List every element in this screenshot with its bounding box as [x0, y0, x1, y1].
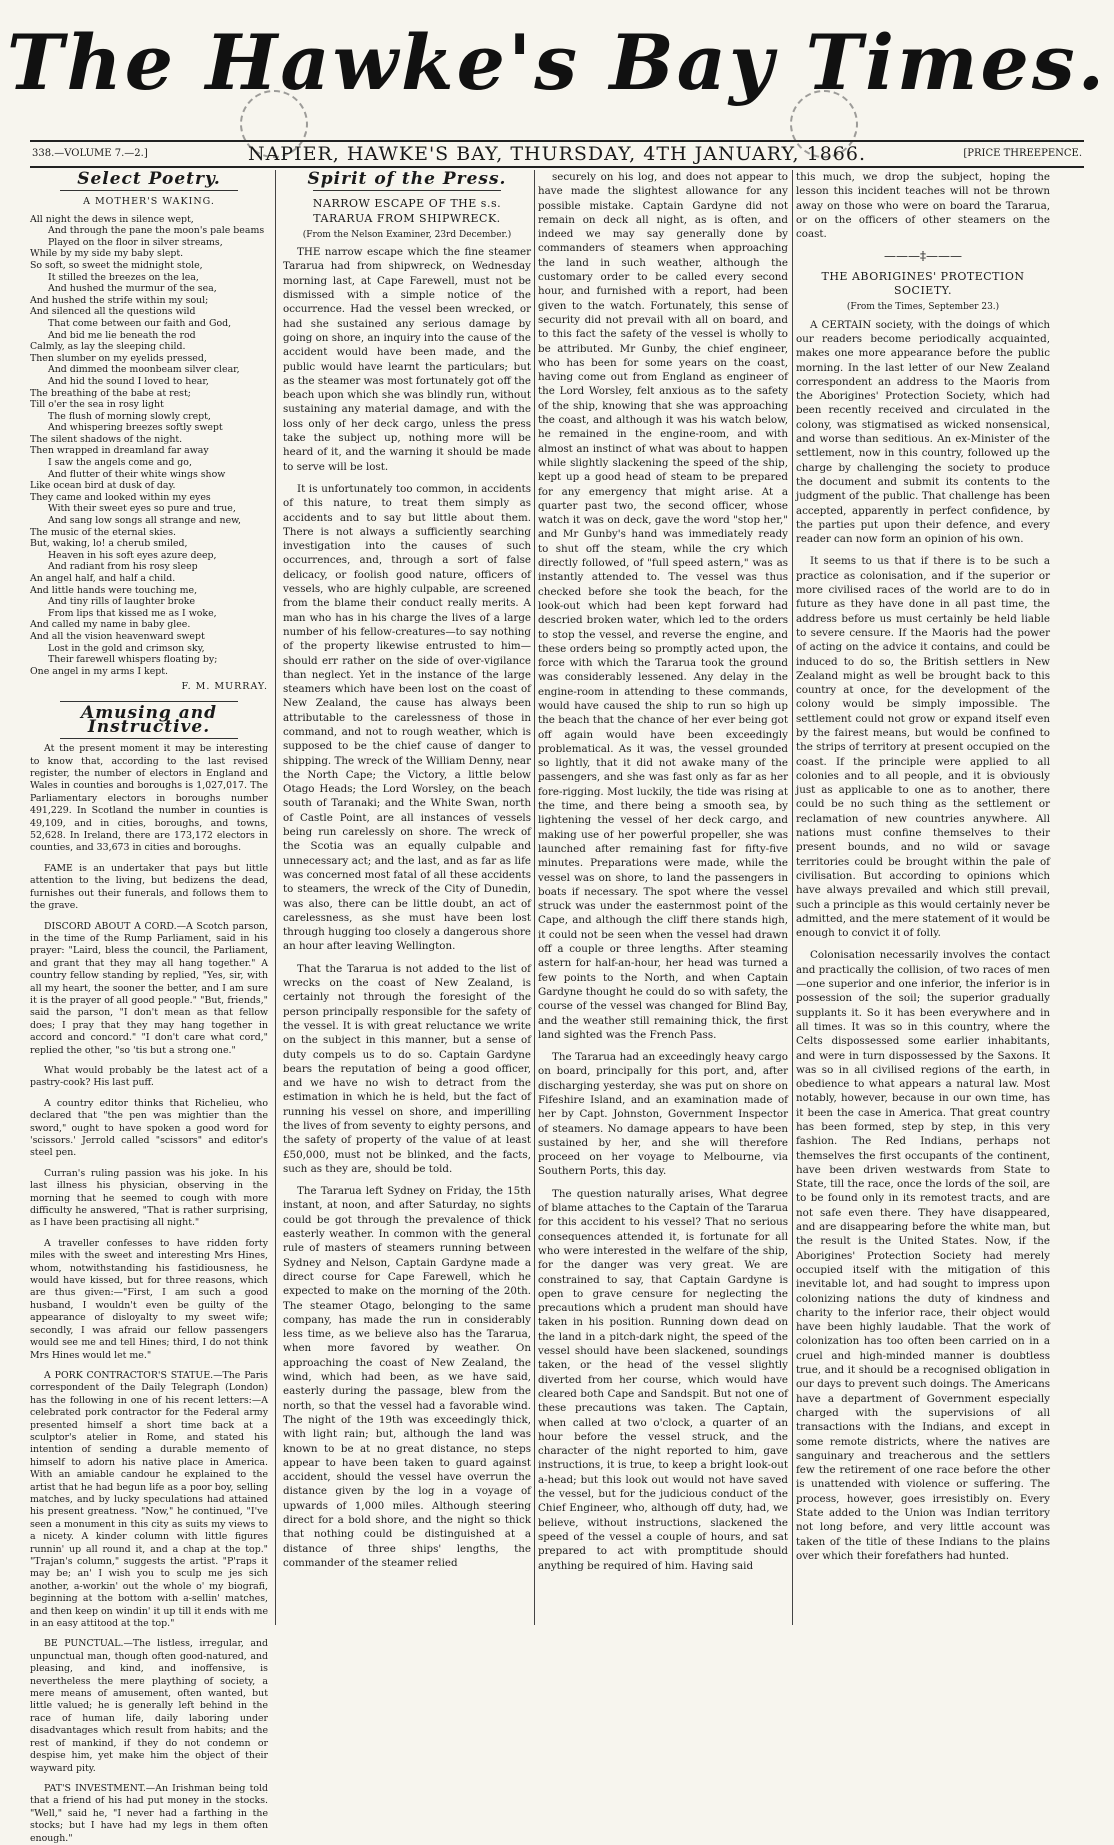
poem-line: Then slumber on my eyelids pressed, [30, 352, 207, 364]
dateline: NAPIER, HAWKE'S BAY, THURSDAY, 4TH JANUARY, 1866. [247, 143, 867, 165]
article-paragraph: The Tararua left Sydney on Friday, the 15th instant, at noon, and after Saturday, no sights could be got through the prevalence of thick easterly weather. In common with the general rule of masters of steamers running between Sydney and Nelson, Captain Gardyne made a direct course for Cape Farewell, which he expected to make on the morning of the 20th. The steamer Otago, belonging to the same company, has made the run in considerably less time, as we believe also has the Tararua, when more favored by weather. On approaching the coast of New Zealand, the wind, which had been, as we have said, easterly during the passage, blew from the north, so that the vessel had a favorable wind. The night of the 19th was exceedingly thick, with light rain; but, although the land was known to be at no great distance, no steps appear to have been taken to guard against accident, should the vessel have overrun the distance given by the log in a voyage of upwards of 1,000 miles. Although steering direct for a bold shore, and the night so thick that nothing could be distinguished at a distance of three ships' lengths, the commander of the steamer relied [283, 1185, 531, 1569]
section-heading-amusing: Amusing and Instructive. [81, 702, 217, 737]
article-paragraph: securely on his log, and does not appear to have made the slightest allowance for any possible mistake. Captain Gardyne did not remain on deck all night, as is often, and indeed we may say generally done by commanders of steamers when approaching the land in such weather, although the customary order to be called every second hour, and furnished with a report, had been given to the watch. Fortunately, this sense of security did not prevail with all on board, and to this fact the safety of the vessel is wholly to be attributed. Mr Gunby, the chief engineer, who has been for some years on the coast, having come out from England as engineer of the Lord Worsley, felt anxious as to the safety of the ship, knowing that she was approaching the coast, and although it was his watch below, he remained in the engine-room, and with almost an instinct of what was about to happen while slightly slackening the speed of the ship, kept up a good head of steam to be prepared for any emergency that might arise. At a quarter past two, the second officer, whose watch it was on deck, gave the word "stop her," and Mr Gunby's hand was immediately ready to shut off the steam, while the cry which directly followed, of "full speed astern," was as instantly attended to. The vessel was thus checked before she took the beach, for the look-out which had been kept forward had descried broken water, which led to the orders to stop the vessel, and reverse the engine, and these orders being so promptly acted upon, the force with which the Tararua took the ground was considerably lessened. Any delay in the engine-room in attending to these commands, would have caused the ship to run so high up the beach that the chance of her ever being got off again would have been exceedingly problematical. As it was, the vessel grounded so lightly, that it did not awake many of the passengers, and she was fast only as far as her fore-rigging. Most luckily, the tide was rising at the time, and there being a smooth sea, by lightening the vessel of her deck cargo, and making use of her powerful propeller, she was launched after remaining fast for fifty-five minutes. Preparations were made, while the vessel was on shore, to land the passengers in boats if necessary. The spot where the vessel struck was under the easternmost point of the Cape, and although the cliff there stands high, it could not be seen when the vessel had drawn off a couple or three lengths. After steaming astern for half-an-hour, her head was turned a few points to the North, and when Captain Gardyne thought he could do so with safety, the course of the vessel was changed for Blind Bay, and the weather still remaining thick, the first land sighted was the French Pass. [538, 171, 788, 1041]
article-paragraph: A traveller confesses to have ridden forty miles with the sweet and interesting Mrs Hines, whom, notwithstanding his fastidiousness, he would have kissed, but for three reasons, which are thus given:—"First, I am such a good husband, I wouldn't even be guilty of the appearance of disloyalty to my sweet wife; secondly, I was afraid our fellow passengers would see me and tell Hines; third, I do not think Mrs Hines would let me." [30, 1237, 268, 1361]
poem-line: And flutter of their white wings show [48, 468, 226, 480]
article-paragraph: FAME is an undertaker that pays but little attention to the living, but bedizens the dead, furnishes out their funerals, and follows them to the grave. [30, 862, 268, 912]
poem-line: And sang low songs all strange and new, [48, 515, 242, 527]
poem-line: Till o'er the sea in rosy light [30, 399, 164, 411]
column-2 [283, 170, 531, 1625]
article-paragraph: It seems to us that if there is to be such a practice as colonisation, and if the superior or more civilised races of the world are to do in future as they have done in all past time, the address before us must certainly be held liable to severe censure. If the Maoris had the power of acting on the advice it contains, and could be induced to do so, the British settlers in New Zealand might as well be brought back to this country at once, for the development of the colony would be simply impossible. The settlement could not grow or expand itself even by the fairest means, but would be confined to the strips of territory at present occupied on the coast. If the principle were applied to all colonies and to all people, and it is obviously just as applicable to one as to another, there could be no such thing as the settlement or reclamation of new countries anywhere. All nations must confine themselves to their present bounds, and no wild or savage territories could be brought within the pale of civilisation. But according to opinions which have always prevailed and which still prevail, such a principle as this would certainly never be admitted, and the mere statement of it would be enough to convict it of folly. [796, 555, 1050, 940]
poem [30, 214, 268, 678]
poem-line: Then wrapped in dreamland far away [30, 445, 209, 457]
article-paragraph: PAT'S INVESTMENT.—An Irishman being told that a friend of his had put money in the stocks. "Well," said he, "I never had a farthing in the stocks; but I have had my legs in them often enough." [30, 1782, 268, 1844]
article-paragraph: A CERTAIN society, with the doings of which our readers become periodically acquainted, makes one more appearance before the public morning. In the last letter of our New Zealand correspondent an address to the Maoris from the Aborigines' Protection Society, which had been recently received and circulated in the colony, was stigmatised as wicked nonsensical, and worse than seditious. An ex-Minister of the settlement, now in this country, followed up the charge by challenging the society to produce the document and submit its contents to the judgment of the public. That challenge has been accepted, apparently in perfect confidence, by the parties put upon their defence, and every reader can now form an opinion of his own. [796, 318, 1050, 546]
column-rule [534, 170, 535, 1625]
poem-line: And dimmed the moonbeam silver clear, [48, 364, 240, 376]
poem-line: And hushed the murmur of the sea, [48, 283, 217, 295]
poem-line: Heaven in his soft eyes azure deep, [48, 549, 217, 561]
volume-number: 338.—VOLUME 7.—2.] [32, 148, 148, 159]
article-paragraph: It is unfortunately too common, in accidents of this nature, to treat them simply as accidents and to say but little about them. There is not always a sufficiently searching investigation into the causes of such occurrences, and, through a sort of false delicacy, or foolish good nature, officers of vessels, who are highly culpable, are screened from the blame their conduct really merits. A man who has in his charge the lives of a large number of his fellow-creatures—to say nothing of the property likewise entrusted to him—should err rather on the side of over-vigilance than neglect. Yet in the instance of the large steamers which have been lost on the coast of New Zealand, the cause has always been attributable to the carelessness of those in command, and not to rough weather, which is supposed to be the chief cause of danger to shipping. The wreck of the William Denny, near the North Cape; the Victory, a little below Otago Heads; the Lord Worsley, on the beach south of Taranaki; and the White Swan, north of Castle Point, are all instances of vessels being run carelessly on shore. The wreck of the Scotia was an equally culpable and unnecessary act; and the last, and as far as life was concerned most fatal of all these accidents to steamers, the wreck of the City of Dunedin, was also, there can be little doubt, an act of carelessness, as she must have been lost through hugging too closely a dangerous shore an hour after leaving Wellington. [283, 482, 531, 953]
poem-line: But, waking, lo! a cherub smiled, [30, 538, 188, 550]
article-source: (From the Nelson Examiner, 23rd December.) [302, 229, 512, 240]
section-heading-press: Spirit of the Press. [307, 169, 507, 189]
column-3 [538, 170, 788, 1625]
masthead [0, 0, 1114, 130]
poem-line: The breathing of the babe at rest; [30, 387, 191, 399]
poem-line: And through the pane the moon's pale beams [48, 225, 265, 237]
poem-line: And whispering breezes softly swept [48, 422, 223, 434]
poem-line: While by my side my baby slept. [30, 248, 184, 260]
poem-line: All night the dews in silence wept, [30, 213, 194, 225]
article-title: NARROW ESCAPE OF THE s.s. TARARUA FROM SHIPWRECK. [312, 197, 502, 225]
section-heading-poetry: Select Poetry. [77, 169, 221, 189]
article-paragraph: The question naturally arises, What degree of blame attaches to the Captain of the Tararua for this accident to his vessel? That no serious consequences attended it, is fortunate for all who were interested in the welfare of the ship, for the danger was very great. We are constrained to say, that Captain Gardyne is open to grave censure for neglecting the precautions which a prudent man should have taken in his position. Running down dead on the land in a pitch-dark night, the speed of the vessel should have been slackened, soundings taken, or the head of the vessel slightly diverted from her course, which would have cleared both Cape and Sandspit. But not one of these precautions was taken. The Captain, when called at two o'clock, a quarter of an hour before the vessel struck, and the character of the night reported to him, gave instructions, it is true, to keep a bright look-out a-head; but this look out would not have saved the vessel, but for the judicious conduct of the Chief Engineer, who, although off duty, had, we believe, without instructions, slackened the speed of the vessel a couple of hours, and sat prepared to act with promptitude should anything be required of him. Having said [538, 1187, 788, 1572]
poem-line: Lost in the gold and crimson sky, [48, 642, 205, 654]
poem-line: And little hands were touching me, [30, 584, 198, 596]
poem-line: The music of the eternal skies. [30, 526, 176, 538]
divider [60, 738, 238, 739]
article-body [283, 245, 531, 1570]
article-paragraph: What would probably be the latest act of a pastry-cook? His last puff. [30, 1064, 268, 1089]
poem-line: And silenced all the questions wild [30, 306, 196, 318]
article-body [30, 743, 268, 1845]
column-4 [796, 170, 1050, 1625]
article-paragraph: A PORK CONTRACTOR'S STATUE.—The Paris correspondent of the Daily Telegraph (London) has the following in one of his recent letters:—A celebrated pork contractor for the Federal army presented himself a short time back at a sculptor's atelier in Rome, and stated his intention of sending a durable memento of himself to adorn his native place in America. With an amiable candour he explained to the artist that he had begun life as a poor boy, selling matches, and by lucky speculations had attained his present greatness. "Now," he continued, "I've seen a monument in this city as suits my views to a nicety. A kinder column with little figures runnin' up all round it, and a chap at the top." "Trajan's column," suggests the artist. "P'raps it may be; an' I wish you to sculp me jes sich another, a-workin' out the whole o' my biografi, beginning at the bottom with a-sellin' matches, and then keep on windin' it up till it ends with me in an easy attitood at the top." [30, 1369, 268, 1630]
article-paragraph: At the present moment it may be interesting to know that, according to the last revised register, the number of electors in England and Wales in counties and boroughs is 1,027,017. The Parliamentary electors in boroughs number 491,229. In Scotland the number in counties is 49,109, and in cities, boroughs, and towns, 52,628. In Ireland, there are 173,172 electors in counties, and 33,673 in cities and boroughs. [30, 743, 268, 854]
article-paragraph: That the Tararua is not added to the list of wrecks on the coast of New Zealand, is certainly not through the foresight of the person principally responsible for the safety of the vessel. It is with great reluctance we write on the subject in this manner, but a sense of duty compels us to do so. Captain Gardyne bears the reputation of being a good officer, and we have no wish to detract from the estimation in which he is held, but the fact of running his vessel on shore, and imperilling the lives of from seventy to eighty persons, and the safety of property of the value of at least £50,000, must not be blinked, and the facts, such as they are, should be told. [283, 962, 531, 1175]
poem-line: And bid me lie beneath the rod [48, 329, 196, 341]
poem-line: And radiant from his rosy sleep [48, 561, 198, 573]
poem-line: They came and looked within my eyes [30, 491, 211, 503]
divider [313, 190, 501, 191]
poem-line: It stilled the breezes on the lea, [48, 271, 199, 283]
poem-line: Their farewell whispers floating by; [48, 654, 218, 666]
column-1 [30, 169, 268, 1844]
article-paragraph: DISCORD ABOUT A CORD.—A Scotch parson, in the time of the Rump Parliament, said in his prayer: "Laird, bless the council, the Parliament, and grant that they may all hang together." A country fellow standing by replied, "Yes, sir, with all my heart, the sooner the better, and I am sure it is the prayer of all good people." "But, friends," said the parson, "I don't mean as that fellow does; I pray that they may hang together in accord and concord." "I don't care what cord," replied the other, "so 'tis but a strong one." [30, 920, 268, 1056]
article-source: (From the Times, September 23.) [846, 302, 1000, 313]
poem-line: With their sweet eyes so pure and true, [48, 503, 236, 515]
newspaper-title: The Hawke's Bay Times. [6, 18, 1108, 107]
poem-line: The flush of morning slowly crept, [48, 410, 211, 422]
column-rule [792, 170, 793, 1625]
poem-line: Like ocean bird at dusk of day. [30, 480, 176, 492]
article-paragraph: The Tararua had an exceedingly heavy cargo on board, principally for this port, and, after discharging yesterday, she was put on shore on Fifeshire Island, and an examination made of her by Capt. Johnston, Government Inspector of steamers. No damage appears to have been sustained by her, and she will therefore proceed on her voyage to Melbourne, via Southern Ports, this day. [538, 1051, 788, 1178]
article-paragraph: Curran's ruling passion was his joke. In his last illness his physician, observing in the morning that he seemed to cough with more difficulty he answered, "That is rather surprising, as I have been practising all night." [30, 1167, 268, 1229]
poem-line: Played on the floor in silver streams, [48, 236, 223, 248]
article-body [538, 170, 788, 1573]
poem-line: That come between our faith and God, [48, 317, 232, 329]
poem-line: The silent shadows of the night. [30, 433, 183, 445]
article-title: THE ABORIGINES' PROTECTION SOCIETY. [821, 269, 1025, 298]
article-body [796, 318, 1050, 1564]
poem-line: And tiny rills of laughter broke [48, 596, 196, 608]
divider [60, 701, 238, 702]
poem-line: And hid the sound I loved to hear, [48, 375, 209, 387]
poem-line: Calmly, as lay the sleeping child. [30, 341, 186, 353]
poem-title: A MOTHER'S WAKING. [83, 196, 215, 208]
poem-line: An angel half, and half a child. [30, 573, 176, 584]
poem-line: I saw the angels come and go, [48, 457, 192, 469]
divider [60, 190, 238, 191]
poem-author: F. M. MURRAY. [181, 681, 268, 693]
poem-line: So soft, so sweet the midnight stole, [30, 259, 203, 271]
column-rule [275, 170, 276, 1625]
price: [PRICE THREEPENCE. [963, 148, 1082, 159]
article-paragraph: BE PUNCTUAL.—The listless, irregular, and unpunctual man, though often good-natured, and pleasing, and kind, and inoffensive, is nevertheless the mere plaything of society, a mere means of amusement, often wanted, but little valued; he is generally left behind in the race of human life, daily laboring under disadvantages which result from habits; and the rest of mankind, if they do not condemn or despise him, yet make him the object of their wayward pity. [30, 1638, 268, 1774]
poem-line: And all the vision heavenward swept [30, 630, 205, 642]
article-paragraph: THE narrow escape which the fine steamer Tararua had from shipwreck, on Wednesday morning last, at Cape Farewell, must not be dismissed with a simple notice of the occurrence. Had the vessel been wrecked, or had she sustained any serious damage by going on shore, an inquiry into the cause of the accident would have been made, and the public would have learnt the particulars; but as the steamer was most fortunately got off the beach upon which she was blindly run, without sustaining any material damage, and with the loss only of her deck cargo, unless the press take the subject up, nothing more will be heard of it, and the warning it should be made to serve will be lost. [283, 246, 531, 473]
article-paragraph: Colonisation necessarily involves the contact and practically the collision, of two races of men—one superior and one inferior, the inferior is in possession of the soil; the superior gradually supplants it. So it has been everywhere and in all times. It was so in this country, where the Celts dispossessed some earlier inhabitants, and were in turn dispossessed by the Saxons. It was so in all civilised regions of the earth, in obedience to what appears a natural law. Most notably, however, because in our own time, has it been the case in America. That great country has been formed, step by step, in this very fashion. The Red Indians, perhaps not themselves the first occupants of the continent, have been driven westwards from State to State, till the race, once the lords of the soil, are to be found only in its remotest tracts, and are not safe even there. They have disappeared, and are disappearing before the white man, but the result is the United States. Now, if the Aborigines' Protection Society had merely occupied itself with the mitigation of this inevitable lot, and had sought to impress upon colonizing nations the duty of kindness and charity to the inferior race, their object would have been highly laudable. That the work of colonization has too often been carried on in a cruel and high-minded manner is doubtless true, and it should be a recognised obligation in our days to prevent such doings. The Americans have a department of Government especially charged with the supervisions of all transactions with the Indians, and except in some remote districts, where the natives are sanguinary and treacherous and the settlers few the retirement of one race before the other is unattended with violence or suffering. The process, however, goes irresistibly on. Every State added to the Union was Indian territory not long before, and very little account was taken of the title of these Indians to the plains over which their forefathers had hunted. [796, 949, 1050, 1562]
poem-line: One angel in my arms I kept. [30, 665, 169, 677]
poem-line: And called my name in baby glee. [30, 619, 191, 631]
ornament-divider: ———‡——— [884, 249, 962, 264]
article-paragraph: this much, we drop the subject, hoping the lesson this incident teaches will not be thrown away on those who were on board the Tararua, or on the officers of other steamers on the coast. [796, 171, 1050, 241]
dateline-bar [30, 140, 1084, 168]
poem-line: And hushed the strife within my soul; [30, 294, 209, 306]
poem-line: From lips that kissed me as I woke, [48, 607, 217, 619]
article-paragraph: A country editor thinks that Richelieu, who declared that "the pen was mightier than the sword," ought to have spoken a good word for 'scissors.' Jerrold called "scissors" and editor's steel pen. [30, 1097, 268, 1159]
